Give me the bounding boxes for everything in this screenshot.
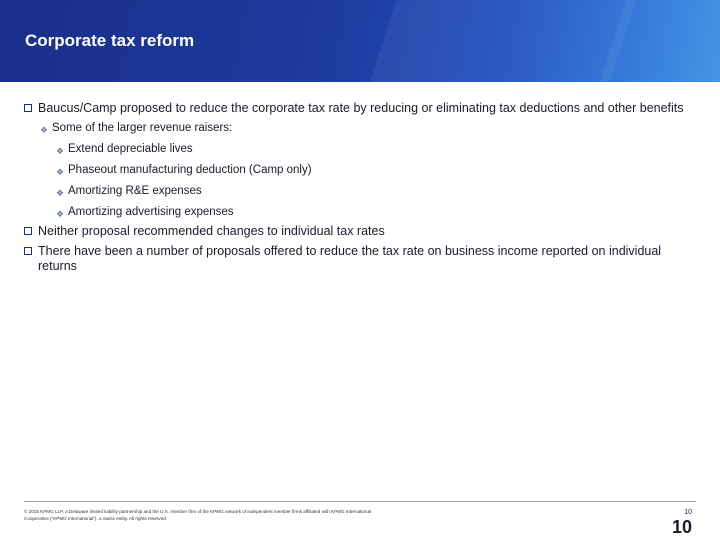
page-number-small: 10 [684,509,692,516]
diamond-bullet-icon: ❖ [40,125,49,135]
bullet-level1 [24,224,696,239]
diamond-bullet-icon: ❖ [56,188,65,198]
footer-legal-text: © 2015 KPMG LLP, a Delaware limited liability partnership and the U.S. member firm of the KPMG network of independent member firms affiliated with KPMG International Cooperative ("KPMG International"), a Swiss entity. All rights reserved. [24,509,372,521]
diamond-bullet-icon: ❖ [56,167,65,177]
bullet-text: Amortizing advertising expenses [68,206,234,218]
bullet-level3 [54,142,696,156]
bullet-text: Extend depreciable lives [68,143,193,155]
slide-title: Corporate tax reform [25,31,195,50]
diamond-bullet-icon: ❖ [56,209,65,219]
bullet-level3 [54,184,696,198]
slide-body [24,101,696,274]
title-banner [0,0,720,82]
bullet-text: Phaseout manufacturing deduction (Camp only) [68,164,312,176]
footer-divider [24,501,696,502]
bullet-level1 [24,244,696,274]
bullet-text: Neither proposal recommended changes to individual tax rates [38,224,385,238]
bullet-text: There have been a number of proposals offered to reduce the tax rate on business income reported on individual returns [38,244,662,273]
bullet-level3 [54,163,696,177]
bullet-text: Amortizing R&E expenses [68,185,202,197]
page-number: 10 [671,517,692,537]
bullet-level2 [38,121,696,135]
bullet-level1 [24,101,696,116]
square-bullet-icon [24,227,32,235]
bullet-level3 [54,205,696,219]
bullet-text: Some of the larger revenue raisers: [52,122,233,134]
square-bullet-icon [24,104,32,112]
square-bullet-icon [24,247,32,255]
diamond-bullet-icon: ❖ [56,146,65,156]
bullet-text: Baucus/Camp proposed to reduce the corporate tax rate by reducing or eliminating tax deductions and other benefits [38,101,684,115]
